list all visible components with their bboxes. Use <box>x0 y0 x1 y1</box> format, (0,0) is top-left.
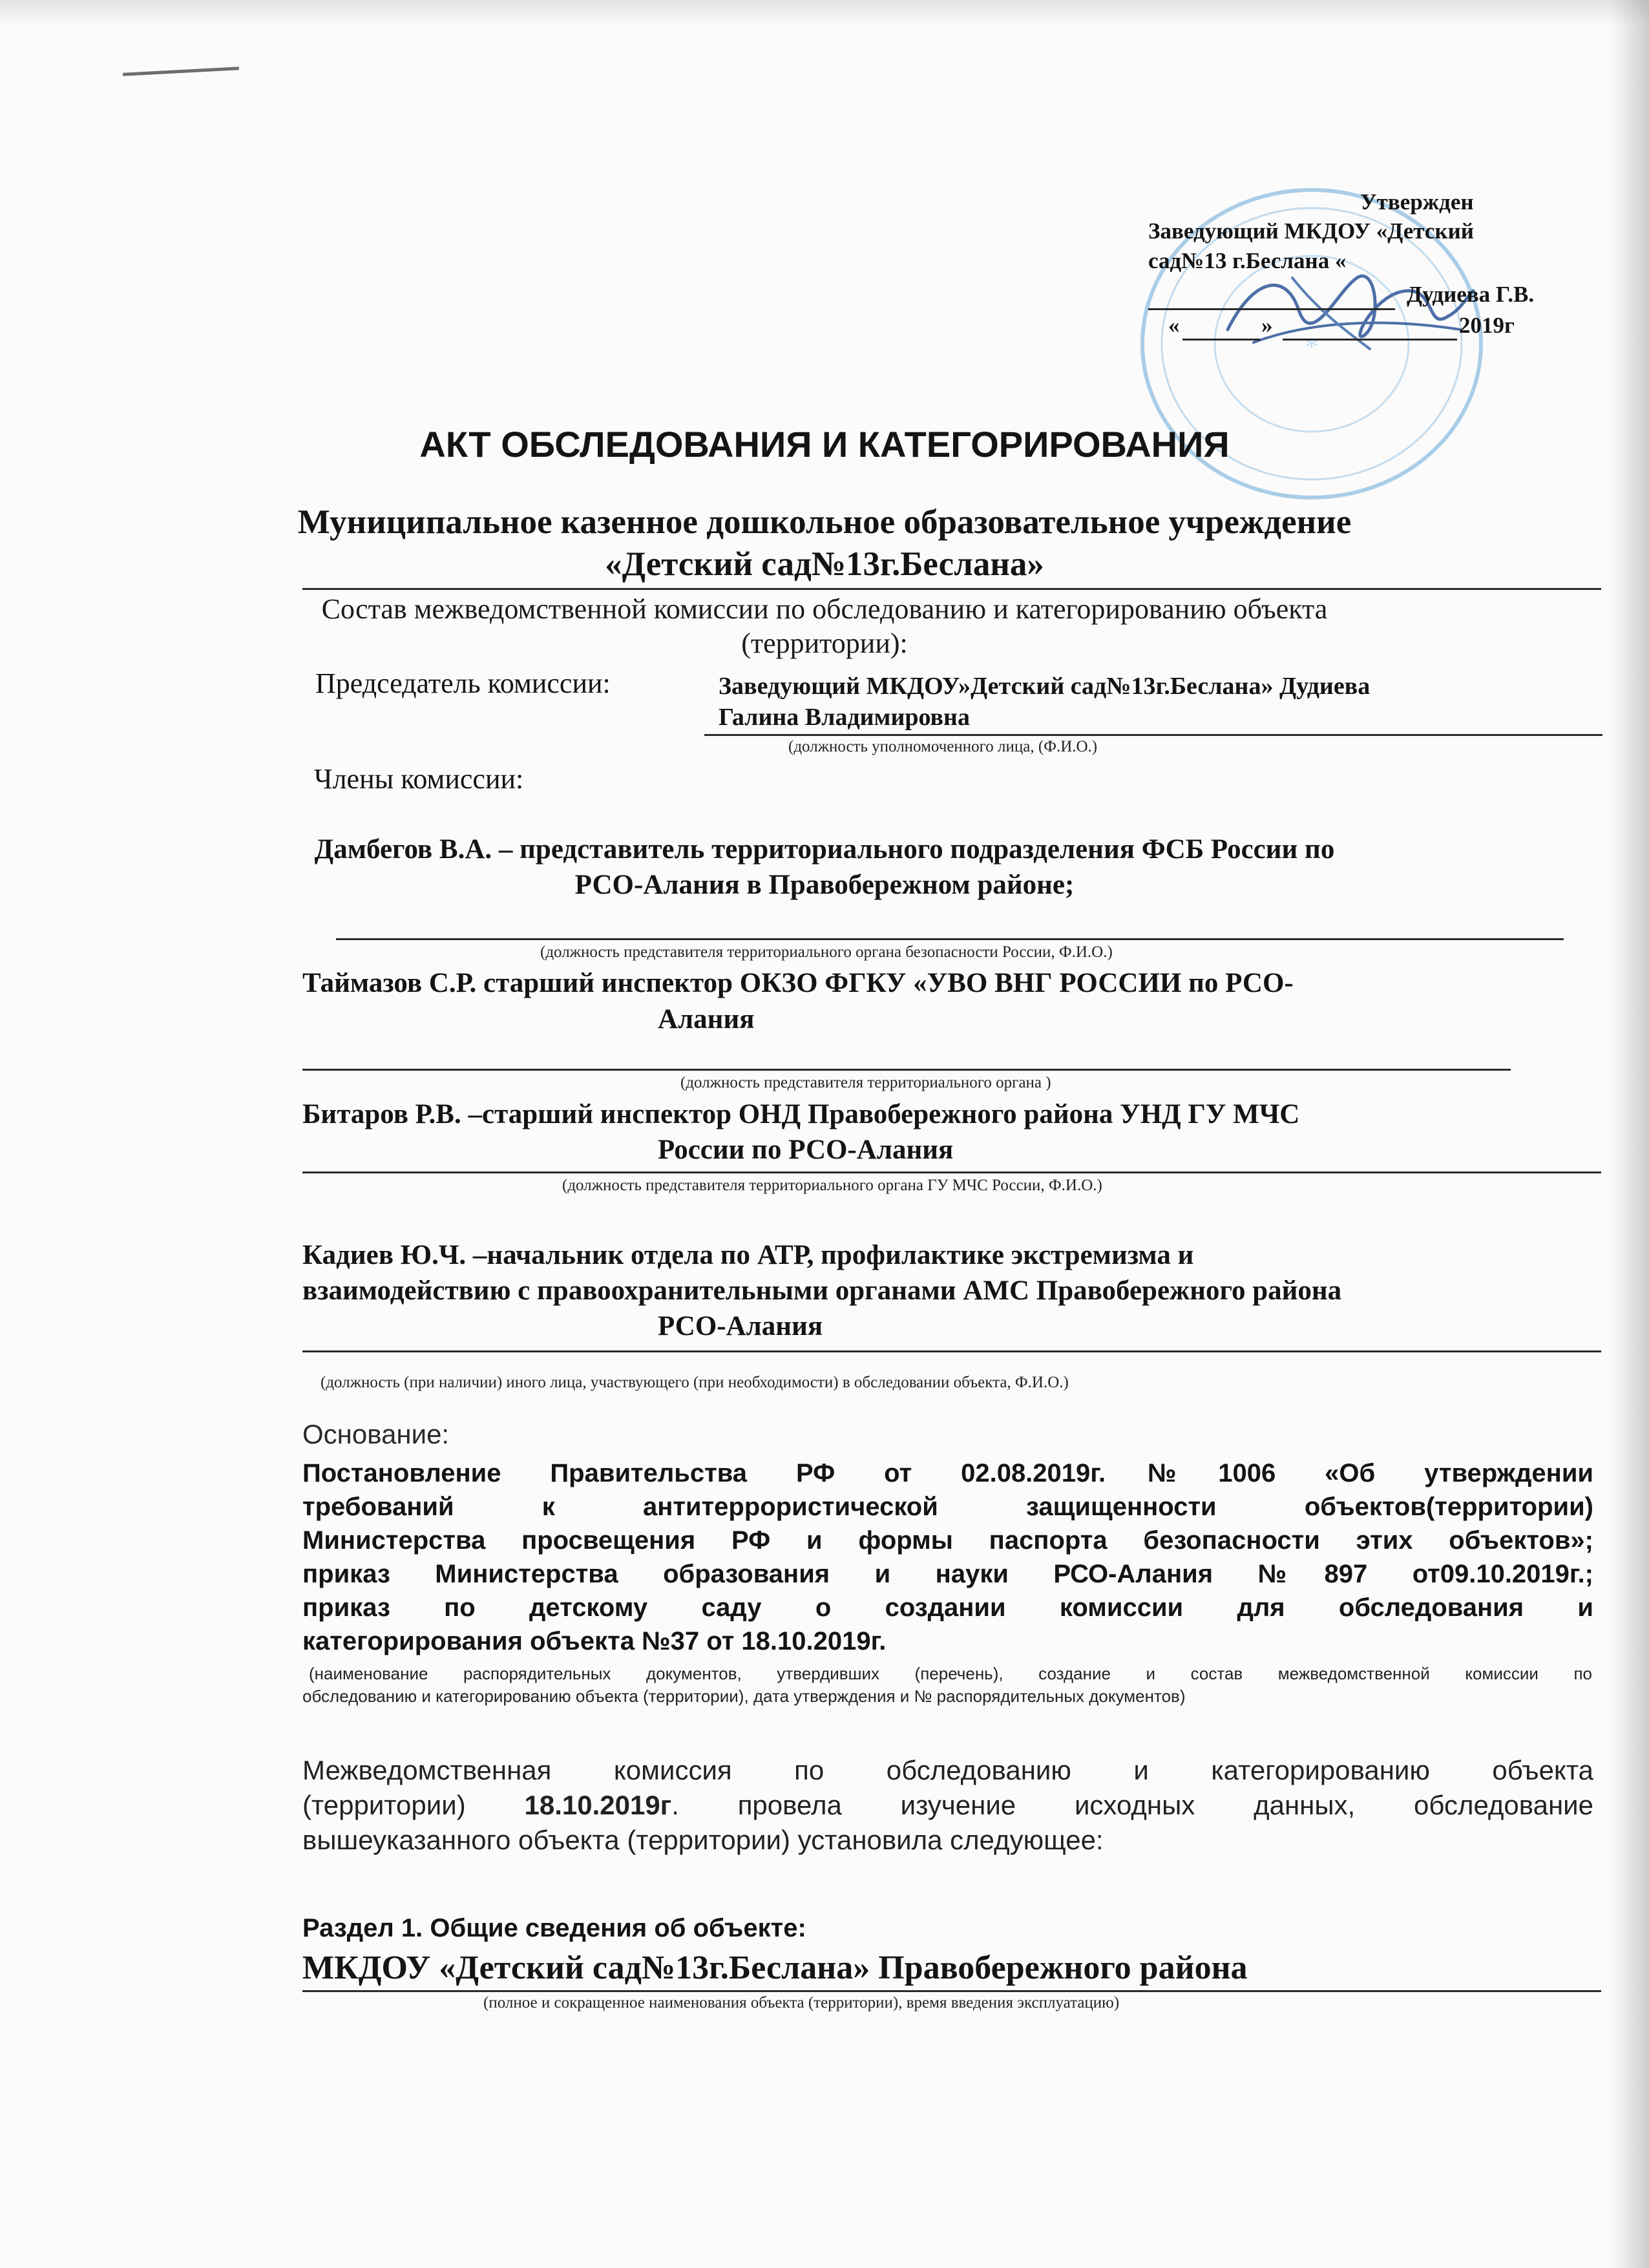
section-1-heading: Раздел 1. Общие сведения об объекте: <box>302 1914 806 1942</box>
commission-heading-line2: (территории): <box>741 627 908 659</box>
basis-label: Основание: <box>302 1419 450 1449</box>
findings-line2-start: (территории) <box>302 1790 525 1820</box>
approval-title: Утвержден <box>1360 189 1474 215</box>
approval-position-line1: Заведующий МКДОУ «Детский <box>1148 218 1474 244</box>
basis-caption-line2: обследованию и категорированию объекта (территории), дата утверждения и № распорядительных документов) <box>302 1686 1186 1706</box>
member-3-line1: Битаров Р.В. –старший инспектор ОНД Правобережного района УНД ГУ МЧС <box>302 1099 1300 1129</box>
member-2-underline <box>302 1069 1511 1071</box>
member-4-caption: (должность (при наличии) иного лица, участвующего (при необходимости) в обследовании объекта, Ф.И.О.) <box>320 1374 1069 1391</box>
chairman-value-line1: Заведующий МКДОУ»Детский сад№13г.Беслана» Дудиева <box>719 673 1371 700</box>
chairman-value-line2: Галина Владимировна <box>719 704 970 731</box>
findings-line1: Межведомственная комиссия по обследованию и категорированию объекта <box>302 1755 1593 1785</box>
scan-mark <box>123 67 239 76</box>
member-3-underline <box>302 1171 1601 1173</box>
member-4-underline <box>302 1350 1601 1352</box>
object-name-caption: (полное и сокращенное наименования объекта (территории), время введения эксплуатацию) <box>483 1994 1120 2011</box>
member-1-caption: (должность представителя территориального органа безопасности России, Ф.И.О.) <box>540 943 1113 961</box>
basis-line-4: приказ Министерства образования и науки РСО-Алания №897 от09.10.2019г.; <box>302 1560 1593 1588</box>
approval-name: Дудиева Г.В. <box>1407 282 1535 307</box>
basis-line-2: требований к антитеррористической защищенности объектов(территории) <box>302 1493 1593 1521</box>
approval-year: 2019г <box>1459 313 1515 338</box>
member-4-line2: взаимодействию с правоохранительными органами АМС Правобережного района <box>302 1276 1342 1306</box>
chairman-label: Председатель комиссии: <box>315 667 611 699</box>
basis-line-6: категорирования объекта №37 от 18.10.2019г. <box>302 1627 887 1655</box>
findings-line3: вышеуказанного объекта (территории) установила следующее: <box>302 1825 1104 1855</box>
date-month-line <box>1283 339 1457 341</box>
divider <box>302 588 1601 590</box>
object-name-underline <box>302 1990 1601 1992</box>
findings-line2-end: . провела изучение исходных данных, обследование <box>671 1790 1593 1820</box>
basis-line-1: Постановление Правительства РФ от 02.08.2019г.№1006 «Об утверждении <box>302 1459 1593 1487</box>
member-1-line1: Дамбегов В.А. – представитель территориального подразделения ФСБ России по <box>314 834 1335 865</box>
scan-shadow-right <box>1610 0 1649 2268</box>
member-3-caption: (должность представителя территориального органа ГУ МЧС России, Ф.И.О.) <box>562 1177 1102 1194</box>
member-3-line2: России по РСО-Алания <box>658 1135 954 1165</box>
member-1-line2: РСО-Алания в Правобережном районе; <box>574 870 1075 900</box>
commission-heading-line1: Состав межведомственной комиссии по обследованию и категорированию объекта <box>321 593 1328 625</box>
member-1-underline <box>336 938 1564 940</box>
scan-shadow-top <box>0 0 1649 26</box>
member-2-line2: Алания <box>658 1004 755 1034</box>
member-2-line1: Таймазов С.Р. старший инспектор ОКЗО ФГКУ «УВО ВНГ РОССИИ по РСО- <box>302 968 1294 998</box>
svg-text:*: * <box>1305 332 1318 361</box>
members-label: Члены комиссии: <box>314 763 524 795</box>
approval-date-mid: » <box>1261 313 1273 338</box>
chairman-caption: (должность уполномоченного лица, (Ф.И.О.) <box>788 738 1098 755</box>
organization-name-line1: Муниципальное казенное дошкольное образовательное учреждение <box>297 503 1352 541</box>
organization-name-line2: «Детский сад№13г.Беслана» <box>605 545 1044 583</box>
findings-line2 <box>302 1790 1593 1821</box>
findings-date: 18.10.2019г <box>524 1790 672 1820</box>
document-title: АКТ ОБСЛЕДОВАНИЯ И КАТЕГОРИРОВАНИЯ <box>419 424 1230 465</box>
object-name: МКДОУ «Детский сад№13г.Беслана» Правобережного района <box>302 1949 1248 1986</box>
basis-line-5: приказ по детскому саду о создании комиссии для обследования и <box>302 1593 1593 1622</box>
basis-line-3: Министерства просвещения РФ и формы паспорта безопасности этих объектов»; <box>302 1526 1593 1555</box>
member-4-line1: Кадиев Ю.Ч. –начальник отдела по АТР, профилактике экстремизма и <box>302 1240 1194 1270</box>
chairman-underline <box>704 734 1602 736</box>
basis-caption-line1: (наименование распорядительных документов, утвердивших (перечень), создание и состав межведомственной комиссии по <box>309 1664 1592 1683</box>
approval-position-line2: сад№13 г.Беслана « <box>1148 248 1347 273</box>
approval-date-open: « <box>1168 313 1180 338</box>
date-day-line <box>1182 339 1260 341</box>
member-4-line3: РСО-Алания <box>658 1311 823 1341</box>
member-2-caption: (должность представителя территориального органа ) <box>680 1074 1051 1091</box>
signature-line <box>1148 308 1395 310</box>
